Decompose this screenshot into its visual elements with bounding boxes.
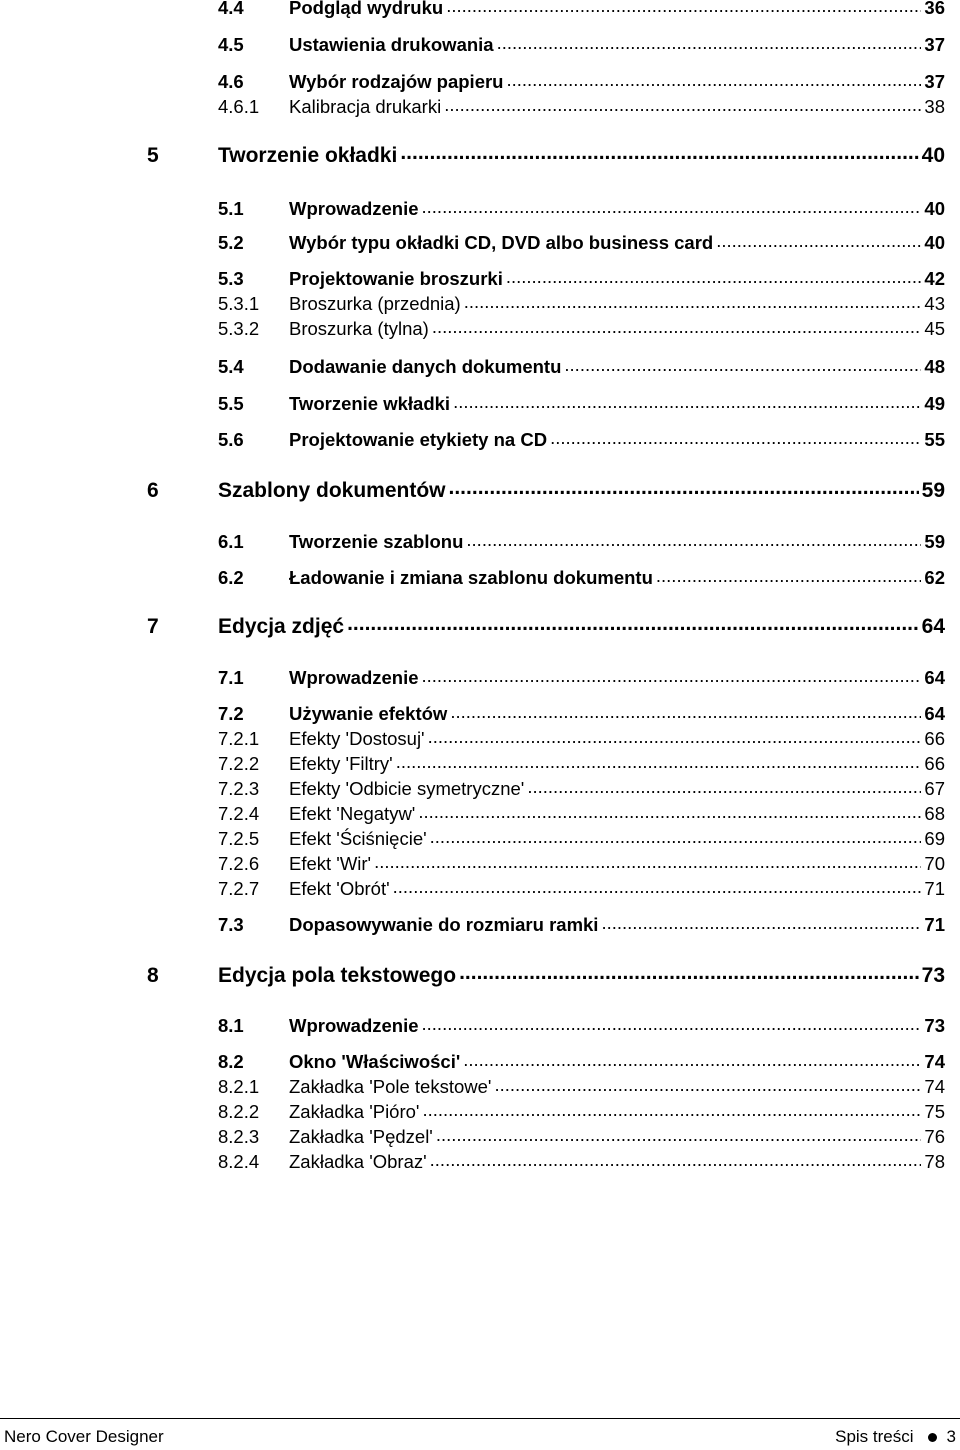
- toc-entry-page: 42: [924, 268, 945, 289]
- toc-entry-number: 4.6: [218, 71, 244, 92]
- toc-entry-number: 5.4: [218, 356, 244, 377]
- toc-entry[interactable]: [0, 1099, 960, 1125]
- toc-entry[interactable]: [0, 230, 960, 256]
- toc-entry-number: 4.4: [218, 0, 244, 18]
- toc-entry-page: 40: [921, 144, 945, 167]
- toc-entry-number: 6.1: [218, 531, 244, 552]
- toc-dot-leader: [428, 726, 922, 752]
- toc-dot-leader: [418, 801, 921, 827]
- toc-entry[interactable]: [0, 614, 960, 640]
- toc-entry-page: 55: [924, 429, 945, 450]
- toc-entry-title: Efekt 'Wir': [289, 853, 372, 874]
- toc-entry-number: 8.2.2: [218, 1101, 260, 1122]
- toc-entry-title: Tworzenie wkładki: [289, 393, 451, 414]
- toc-entry-page: 70: [924, 853, 945, 874]
- toc-dot-leader: [527, 776, 921, 802]
- toc-entry-number: 5.1: [218, 198, 244, 219]
- toc-dot-leader: [436, 1124, 922, 1150]
- toc-entry-title: Wprowadzenie: [289, 667, 419, 688]
- toc-entry[interactable]: [0, 801, 960, 827]
- toc-entry-page: 67: [924, 778, 945, 799]
- toc-dot-leader: [459, 963, 919, 989]
- toc-entry-page: 36: [924, 0, 945, 18]
- toc-entry-page: 69: [924, 828, 945, 849]
- toc-entry-title: Okno 'Właściwości': [289, 1051, 461, 1072]
- toc-entry[interactable]: [0, 876, 960, 902]
- toc-dot-leader: [422, 196, 922, 222]
- toc-entry[interactable]: [0, 1149, 960, 1175]
- toc-dot-leader: [400, 143, 918, 169]
- toc-entry[interactable]: [0, 266, 960, 292]
- toc-entry-title: Edycja zdjęć: [218, 615, 345, 638]
- toc-entry-number: 7.2.2: [218, 753, 260, 774]
- toc-entry-page: 71: [924, 914, 945, 935]
- toc-entry-number: 8: [147, 964, 159, 987]
- toc-entry-number: 8.2: [218, 1051, 244, 1072]
- toc-entry-title: Wybór typu okładki CD, DVD albo business card: [289, 232, 714, 253]
- toc-dot-leader: [506, 69, 921, 95]
- toc-entry[interactable]: [0, 32, 960, 58]
- toc-entry-title: Używanie efektów: [289, 703, 448, 724]
- toc-dot-leader: [463, 1049, 921, 1075]
- toc-entry-page: 37: [924, 71, 945, 92]
- toc-entry[interactable]: [0, 665, 960, 691]
- toc-entry-page: 66: [924, 728, 945, 749]
- toc-entry-number: 7.2.4: [218, 803, 260, 824]
- toc-entry-title: Zakładka 'Pole tekstowe': [289, 1076, 492, 1097]
- toc-entry[interactable]: [0, 726, 960, 752]
- toc-dot-leader: [656, 565, 922, 591]
- toc-entry-page: 76: [924, 1126, 945, 1147]
- toc-entry[interactable]: [0, 354, 960, 380]
- toc-dot-leader: [450, 701, 921, 727]
- toc-entry[interactable]: [0, 316, 960, 342]
- toc-dot-leader: [432, 316, 922, 342]
- toc-entry-title: Projektowanie broszurki: [289, 268, 503, 289]
- toc-dot-leader: [466, 529, 921, 555]
- toc-entry-title: Projektowanie etykiety na CD: [289, 429, 548, 450]
- toc-entry-number: 6.2: [218, 567, 244, 588]
- toc-entry-number: 5.5: [218, 393, 244, 414]
- toc-entry-title: Podgląd wydruku: [289, 0, 444, 18]
- toc-entry-title: Efekty 'Odbicie symetryczne': [289, 778, 525, 799]
- toc-entry-page: 74: [924, 1076, 945, 1097]
- toc-entry-page: 71: [924, 878, 945, 899]
- toc-entry-title: Broszurka (przednia): [289, 293, 461, 314]
- toc-entry-title: Wprowadzenie: [289, 1015, 419, 1036]
- toc-entry-number: 5.3.1: [218, 293, 260, 314]
- toc-dot-leader: [446, 0, 921, 21]
- toc-entry-title: Efekt 'Ściśnięcie': [289, 828, 427, 849]
- toc-entry-number: 7.2.5: [218, 828, 260, 849]
- toc-entry-page: 45: [924, 318, 945, 339]
- toc-entry-title: Zakładka 'Obraz': [289, 1151, 427, 1172]
- toc-entry[interactable]: [0, 69, 960, 95]
- toc-entry[interactable]: [0, 701, 960, 727]
- toc-dot-leader: [506, 266, 922, 292]
- footer-section-name: Spis treści: [835, 1427, 914, 1446]
- toc-dot-leader: [422, 1013, 922, 1039]
- toc-entry-page: 68: [924, 803, 945, 824]
- toc-entry-page: 49: [924, 393, 945, 414]
- toc-entry-number: 7.2: [218, 703, 244, 724]
- toc-dot-leader: [396, 751, 922, 777]
- toc-entry-title: Broszurka (tylna): [289, 318, 429, 339]
- toc-dot-leader: [464, 291, 922, 317]
- toc-entry[interactable]: [0, 529, 960, 555]
- toc-entry-page: 38: [924, 96, 945, 117]
- toc-entry[interactable]: [0, 143, 960, 169]
- bullet-icon: [928, 1433, 937, 1442]
- toc-entry[interactable]: [0, 427, 960, 453]
- toc-entry-page: 73: [921, 964, 945, 987]
- toc-dot-leader: [550, 427, 921, 453]
- toc-entry-title: Wybór rodzajów papieru: [289, 71, 504, 92]
- toc-entry-page: 73: [924, 1015, 945, 1036]
- toc-entry-title: Tworzenie szablonu: [289, 531, 464, 552]
- toc-entry-number: 7.2.7: [218, 878, 260, 899]
- toc-entry-number: 5.6: [218, 429, 244, 450]
- toc-entry-title: Wprowadzenie: [289, 198, 419, 219]
- toc-dot-leader: [564, 354, 921, 380]
- toc-entry[interactable]: [0, 851, 960, 877]
- toc-entry-number: 7.3: [218, 914, 244, 935]
- toc-entry[interactable]: [0, 912, 960, 938]
- footer-product-name: Nero Cover Designer: [4, 1427, 164, 1446]
- toc-entry[interactable]: [0, 1013, 960, 1039]
- toc-entry-page: 66: [924, 753, 945, 774]
- toc-entry-page: 43: [924, 293, 945, 314]
- toc-dot-leader: [449, 478, 919, 504]
- toc-entry-number: 8.2.4: [218, 1151, 260, 1172]
- toc-entry-page: 64: [924, 703, 945, 724]
- toc-dot-leader: [347, 614, 919, 640]
- toc-entry[interactable]: [0, 291, 960, 317]
- toc-entry-number: 8.2.1: [218, 1076, 260, 1097]
- toc-entry-title: Zakładka 'Pióro': [289, 1101, 420, 1122]
- toc-entry-number: 4.5: [218, 34, 244, 55]
- toc-entry-title: Dodawanie danych dokumentu: [289, 356, 562, 377]
- toc-dot-leader: [601, 912, 921, 938]
- toc-entry[interactable]: [0, 751, 960, 777]
- toc-dot-leader: [430, 826, 922, 852]
- toc-entry-title: Efekt 'Obrót': [289, 878, 390, 899]
- toc-entry-page: 64: [924, 667, 945, 688]
- toc-entry[interactable]: [0, 1074, 960, 1100]
- toc-entry-number: 5: [147, 144, 159, 167]
- toc-entry-number: 5.2: [218, 232, 244, 253]
- toc-entry-page: 40: [924, 198, 945, 219]
- toc-entry-number: 7.2.6: [218, 853, 260, 874]
- toc-entry-page: 48: [924, 356, 945, 377]
- toc-dot-leader: [497, 32, 922, 58]
- page-footer: [0, 1418, 960, 1450]
- toc-entry[interactable]: [0, 196, 960, 222]
- toc-entry-number: 6: [147, 479, 159, 502]
- toc-entry[interactable]: [0, 94, 960, 120]
- toc-entry-page: 40: [924, 232, 945, 253]
- toc-entry-title: Szablony dokumentów: [218, 479, 446, 502]
- toc-entry[interactable]: [0, 1124, 960, 1150]
- toc-entry[interactable]: [0, 776, 960, 802]
- toc-dot-leader: [444, 94, 921, 120]
- footer-right: [835, 1427, 956, 1447]
- toc-dot-leader: [393, 876, 922, 902]
- toc-dot-leader: [374, 851, 921, 877]
- toc-entry[interactable]: [0, 0, 960, 21]
- toc-entry-number: 7: [147, 615, 159, 638]
- toc-entry-number: 7.2.1: [218, 728, 260, 749]
- toc-entry-page: 74: [924, 1051, 945, 1072]
- toc-entry-title: Ładowanie i zmiana szablonu dokumentu: [289, 567, 653, 588]
- toc-dot-leader: [453, 391, 921, 417]
- toc-entry-number: 7.1: [218, 667, 244, 688]
- toc-entry-title: Efekt 'Negatyw': [289, 803, 416, 824]
- toc-entry-page: 59: [921, 479, 945, 502]
- toc-entry-title: Efekty 'Filtry': [289, 753, 393, 774]
- toc-entry-title: Zakładka 'Pędzel': [289, 1126, 433, 1147]
- toc-entry-title: Edycja pola tekstowego: [218, 964, 457, 987]
- toc-entry-number: 8.2.3: [218, 1126, 260, 1147]
- footer-page-number: 3: [946, 1427, 956, 1446]
- toc-entry[interactable]: [0, 1049, 960, 1075]
- toc-entry-title: Dopasowywanie do rozmiaru ramki: [289, 914, 599, 935]
- toc-entry-title: Tworzenie okładki: [218, 144, 398, 167]
- toc-entry-page: 75: [924, 1101, 945, 1122]
- toc-dot-leader: [716, 230, 921, 256]
- toc-entry-number: 5.3: [218, 268, 244, 289]
- toc-entry-number: 8.1: [218, 1015, 244, 1036]
- toc-dot-leader: [422, 665, 922, 691]
- toc-entry[interactable]: [0, 478, 960, 504]
- toc-entry[interactable]: [0, 826, 960, 852]
- toc-entry-page: 37: [924, 34, 945, 55]
- toc-entry-title: Efekty 'Dostosuj': [289, 728, 425, 749]
- toc-entry[interactable]: [0, 391, 960, 417]
- toc-entry[interactable]: [0, 963, 960, 989]
- toc-entry[interactable]: [0, 565, 960, 591]
- toc-entry-page: 78: [924, 1151, 945, 1172]
- toc-dot-leader: [494, 1074, 921, 1100]
- toc-entry-number: 7.2.3: [218, 778, 260, 799]
- toc-entry-page: 64: [921, 615, 945, 638]
- toc-entry-number: 5.3.2: [218, 318, 260, 339]
- toc-entry-number: 4.6.1: [218, 96, 260, 117]
- toc-entry-page: 59: [924, 531, 945, 552]
- toc-entry-page: 62: [924, 567, 945, 588]
- toc-entry-title: Kalibracja drukarki: [289, 96, 442, 117]
- toc-dot-leader: [422, 1099, 921, 1125]
- toc-dot-leader: [430, 1149, 922, 1175]
- toc-entry-title: Ustawienia drukowania: [289, 34, 494, 55]
